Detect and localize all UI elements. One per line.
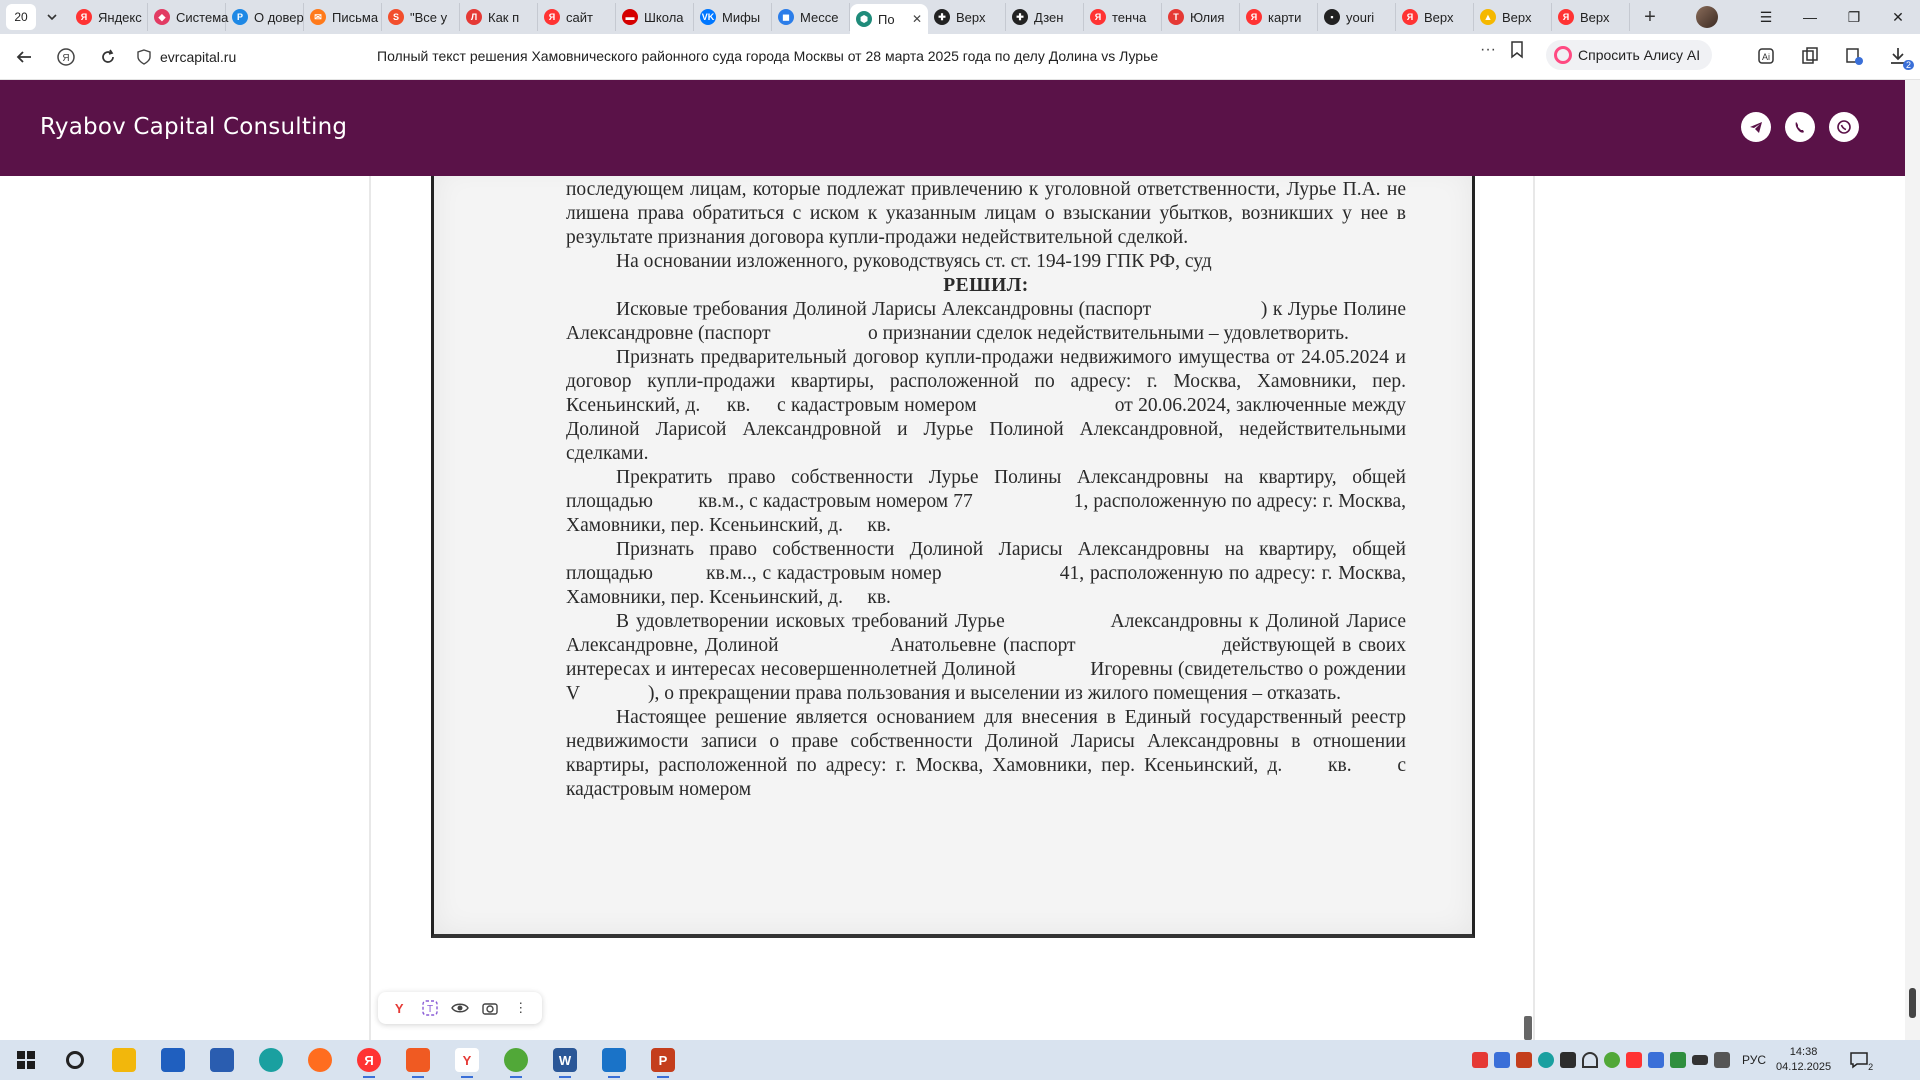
address-bar (0, 34, 1920, 80)
tab-favicon-icon: Я (76, 9, 92, 25)
profile-avatar[interactable] (1696, 6, 1718, 28)
tab-favicon-icon: Я (544, 9, 560, 25)
volume-icon[interactable] (1714, 1052, 1730, 1068)
browser-tab[interactable] (694, 3, 772, 31)
tab-favicon-icon: ◼ (778, 9, 794, 25)
wifi-icon[interactable] (1582, 1052, 1598, 1068)
browser-tab[interactable] (304, 3, 382, 31)
word-taskbar-icon[interactable] (545, 1040, 585, 1080)
yandex-browser-taskbar-icon[interactable] (447, 1040, 487, 1080)
edge-glyph (259, 1048, 283, 1072)
input-language[interactable]: РУС (1742, 1053, 1767, 1067)
site-logo[interactable]: Ryabov Capital Consulting (40, 114, 348, 140)
utorrent-glyph (504, 1048, 528, 1072)
tray-app-icon[interactable] (1472, 1052, 1488, 1068)
site-domain[interactable]: evrcapital.ru (160, 48, 237, 65)
explorer-glyph (112, 1048, 136, 1072)
tab-favicon-icon: ▬ (622, 9, 638, 25)
tray-app-icon[interactable] (1494, 1052, 1510, 1068)
defender-glyph (210, 1048, 234, 1072)
restore-button[interactable]: ❐ (1847, 8, 1861, 25)
decision-paragraph: Признать право собственности Долиной Ларисы Александровны на квартиру, общей площадью кв.м.., с кадастровым номер 41, расположенную по адресу: г. Москва, Хамовники, пер. Ксеньинский, д. кв. (566, 539, 1411, 608)
tab-label: Юлия (1190, 9, 1225, 25)
bookmark-icon[interactable] (1510, 41, 1524, 59)
text-select-icon[interactable] (419, 997, 441, 1019)
powerpoint-like-glyph: P (651, 1048, 675, 1072)
store-taskbar-icon[interactable] (153, 1040, 193, 1080)
start-button[interactable] (6, 1040, 46, 1080)
close-window-button[interactable]: ✕ (1892, 8, 1904, 25)
svg-text:Я: Я (62, 52, 70, 64)
inner-scroll-thumb[interactable] (1524, 1016, 1532, 1040)
collections-icon[interactable] (1796, 42, 1824, 70)
defender-taskbar-icon[interactable] (202, 1040, 242, 1080)
taskbar (0, 1040, 1920, 1080)
clock[interactable] (1776, 1045, 1831, 1075)
browser-tab[interactable] (1396, 3, 1474, 31)
translate-icon[interactable] (1752, 42, 1780, 70)
utorrent-tray-icon[interactable] (1604, 1052, 1620, 1068)
yandex-glyph: Я (357, 1048, 381, 1072)
court-decision-scan (431, 166, 1475, 938)
firefox-glyph (308, 1048, 332, 1072)
window-scroll-thumb[interactable] (1909, 988, 1916, 1018)
minimize-button[interactable]: — (1803, 9, 1817, 25)
site-header (0, 80, 1905, 176)
tab-label: Верх (1502, 9, 1532, 25)
browser-tab[interactable] (772, 3, 850, 31)
tab-favicon-icon: ✚ (934, 9, 950, 25)
window-controls (1696, 0, 1920, 34)
alice-icon (1554, 46, 1572, 64)
tab-favicon-icon: Я (1402, 9, 1418, 25)
browser-tab[interactable] (616, 3, 694, 31)
tab-label: "Все у (410, 9, 448, 25)
tab-favicon-icon: Я (1246, 9, 1262, 25)
brave-taskbar-icon[interactable] (398, 1040, 438, 1080)
telegram-icon[interactable] (1741, 112, 1771, 142)
browser-tab[interactable] (538, 3, 616, 31)
downloads-icon[interactable] (1884, 42, 1912, 70)
telegram-tray-icon[interactable] (1560, 1052, 1576, 1068)
tab-favicon-icon: VK (700, 9, 716, 25)
svg-text:Ai: Ai (1761, 52, 1771, 62)
decision-text (566, 166, 1411, 802)
tab-label: Мифы (722, 9, 761, 25)
tab-label: Мессе (800, 9, 839, 25)
tab-strip (70, 0, 1630, 34)
shield-icon (136, 49, 152, 65)
more-icon[interactable]: ··· (1480, 41, 1496, 58)
tab-favicon-icon: P (232, 9, 248, 25)
browser-tab[interactable] (1552, 3, 1630, 31)
tab-favicon-icon: Я (1558, 9, 1574, 25)
browser-tab[interactable] (928, 3, 1006, 31)
svg-text:T: T (426, 1004, 433, 1015)
tab-label: Яндекс (98, 9, 142, 25)
chat-icon (1849, 1051, 1869, 1069)
address-tools (1480, 41, 1524, 59)
decision-paragraphs (566, 298, 1411, 802)
column-divider (1533, 176, 1535, 1040)
browser-tab[interactable] (1240, 3, 1318, 31)
downloads-badge: 2 (1903, 60, 1914, 70)
tab-label: Верх (1580, 9, 1610, 25)
yandex-y-icon[interactable]: Y (394, 1000, 404, 1016)
menu-icon[interactable]: ☰ (1759, 8, 1773, 25)
tab-label: Школа (644, 9, 684, 25)
battery-icon[interactable] (1692, 1055, 1708, 1065)
browser-tab[interactable] (1084, 3, 1162, 31)
powerpoint-like-taskbar-icon[interactable] (643, 1040, 683, 1080)
search-taskbar-icon[interactable] (55, 1040, 95, 1080)
tab-favicon-icon: ⬢ (856, 11, 872, 27)
new-tab-button[interactable]: + (1644, 6, 1656, 28)
edge-taskbar-icon[interactable] (251, 1040, 291, 1080)
tray-app-icon[interactable] (1516, 1052, 1532, 1068)
tab-favicon-icon: ◆ (154, 9, 170, 25)
tab-favicon-icon: Л (466, 9, 482, 25)
browser-tab[interactable] (1474, 3, 1552, 31)
browser-tab[interactable] (70, 3, 148, 31)
tab-label: тенча (1112, 9, 1147, 25)
tab-favicon-icon: S (388, 9, 404, 25)
taskbar-apps (55, 1040, 692, 1080)
clock-date: 04.12.2025 (1776, 1061, 1832, 1073)
social-links (1741, 112, 1873, 142)
browser-tab[interactable] (1318, 3, 1396, 31)
yandex-browser-glyph: Y (455, 1048, 479, 1072)
yandex-tray-icon[interactable] (1626, 1052, 1642, 1068)
tab-favicon-icon: ✉ (310, 9, 326, 25)
brave-glyph (406, 1048, 430, 1072)
tab-favicon-icon: ✚ (1012, 9, 1028, 25)
browser-tab[interactable] (1006, 3, 1084, 31)
tab-favicon-icon: ▪ (1324, 9, 1340, 25)
floating-toolbar (378, 992, 542, 1024)
decision-paragraph: Признать предварительный договор купли-продажи недвижимого имущества от 24.05.2024 и договор купли-продажи квартиры, расположенной по адресу: г. Москва, Хамовники, пер. Ксеньинский, д. кв. с кадастровым номером от 20.06.2024, заключенные между Долиной Ларисой Александровной и Лурье Полиной Александровной, недействительными сделками. (566, 347, 1411, 464)
decision-paragraph: последующем лицам, которые подлежат привлечению к уголовной ответственности, Лурье П.А. не лишена права обратиться с иском к указанным лицам о взыскании убытков, возникших у нее в результате признания договора купли-продажи недействительной сделкой. (566, 179, 1406, 248)
notification-count: 2 (1868, 1062, 1874, 1072)
tab-label: Письма (332, 9, 379, 25)
extension-toolbar (1752, 42, 1928, 70)
grid-tray-icon[interactable] (1648, 1052, 1664, 1068)
tab-favicon-icon: Я (1090, 9, 1106, 25)
word-glyph: W (553, 1048, 577, 1072)
yandex-home-icon[interactable] (48, 39, 84, 75)
tab-label: карти (1268, 9, 1302, 25)
tab-label: youri (1346, 9, 1375, 25)
tab-label: сайт (566, 9, 593, 25)
ask-alice-label: Спросить Алису AI (1578, 47, 1701, 63)
tray-app-icon[interactable] (1538, 1052, 1554, 1068)
ask-alice-button[interactable] (1546, 40, 1712, 70)
notifications-button[interactable] (1845, 1046, 1873, 1074)
browser-tab[interactable] (226, 3, 304, 31)
tab-label: Как п (488, 9, 520, 25)
back-button[interactable] (6, 39, 42, 75)
photos-taskbar-icon[interactable] (594, 1040, 634, 1080)
tab-label: Дзен (1034, 9, 1064, 25)
decision-paragraph: В удовлетворении исковых требований Лурье Александровны к Долиной Ларисе Александровне, Долиной Анатольевне (паспорт действующей в своих интересах и интересах несовершеннолетней Долиной Игоревны (свидетельство о рождении V ), о прекращении права пользования и выселении из жилого помещения – отказать. (566, 611, 1411, 704)
page-title[interactable]: Полный текст решения Хамовнического районного суда города Москвы от 28 марта 2025 года по делу Долина vs Лурье (377, 48, 1159, 64)
utorrent-taskbar-icon[interactable] (496, 1040, 536, 1080)
chevron-down-icon[interactable] (38, 4, 66, 30)
browser-tab-bar (0, 0, 1920, 34)
browser-tab[interactable] (460, 3, 538, 31)
browser-tab[interactable] (850, 4, 928, 34)
yandex-taskbar-icon[interactable] (349, 1040, 389, 1080)
decision-paragraph: Настоящее решение является основанием для внесения в Единый государственный реестр недвижимости записи о праве собственности Долиной Ларисы Александровны в отношении квартиры, расположенной по адресу: г. Москва, Хамовники, пер. Ксеньинский, д. кв. с кадастровым номером (566, 707, 1411, 800)
clock-time: 14:38 (1789, 1046, 1818, 1058)
store-glyph (161, 1048, 185, 1072)
close-tab-icon[interactable]: ✕ (911, 12, 922, 26)
tab-count-button[interactable]: 20 (6, 4, 36, 30)
browser-tab[interactable] (382, 3, 460, 31)
tab-favicon-icon: T (1168, 9, 1184, 25)
search-glyph (66, 1051, 84, 1069)
security-tray-icon[interactable] (1670, 1052, 1686, 1068)
extensions-icon[interactable] (1840, 42, 1868, 70)
decision-paragraph: На основании изложенного, руководствуясь ст. ст. 194-199 ГПК РФ, суд (616, 251, 1212, 272)
whatsapp-icon[interactable] (1829, 112, 1859, 142)
firefox-taskbar-icon[interactable] (300, 1040, 340, 1080)
explorer-taskbar-icon[interactable] (104, 1040, 144, 1080)
system-tray (1472, 1040, 1873, 1080)
viber-icon[interactable] (1785, 112, 1815, 142)
browser-tab[interactable] (148, 3, 229, 31)
tab-label: Система (176, 9, 229, 25)
tab-label: Верх (956, 9, 986, 25)
decision-heading: РЕШИЛ: (943, 275, 1029, 296)
top-paragraphs (566, 178, 1406, 274)
reload-icon[interactable] (90, 39, 126, 75)
photos-glyph (602, 1048, 626, 1072)
tab-label: По (878, 11, 895, 27)
tab-label: Верх (1424, 9, 1454, 25)
screenshot-icon[interactable] (479, 997, 501, 1019)
more-vertical-icon[interactable]: ⋮ (514, 1000, 528, 1015)
eye-icon[interactable] (449, 997, 471, 1019)
page-content (0, 176, 1905, 1040)
browser-tab[interactable] (1162, 3, 1240, 31)
site-info-button[interactable] (136, 49, 236, 65)
column-divider (369, 176, 371, 1040)
window-scrollbar[interactable] (1905, 80, 1920, 1040)
tab-favicon-icon: ▲ (1480, 9, 1496, 25)
tab-label: О довер (254, 9, 304, 25)
decision-paragraph: Прекратить право собственности Лурье Полины Александровны на квартиру, общей площадью кв.м., с кадастровым номером 77 1, расположенную по адресу: г. Москва, Хамовники, пер. Ксеньинский, д. кв. (566, 467, 1411, 536)
decision-paragraph: Исковые требования Долиной Ларисы Александровны (паспорт ) к Лурье Полине Александровне (паспорт о признании сделок недействительными – удовлетворить. (566, 299, 1411, 344)
